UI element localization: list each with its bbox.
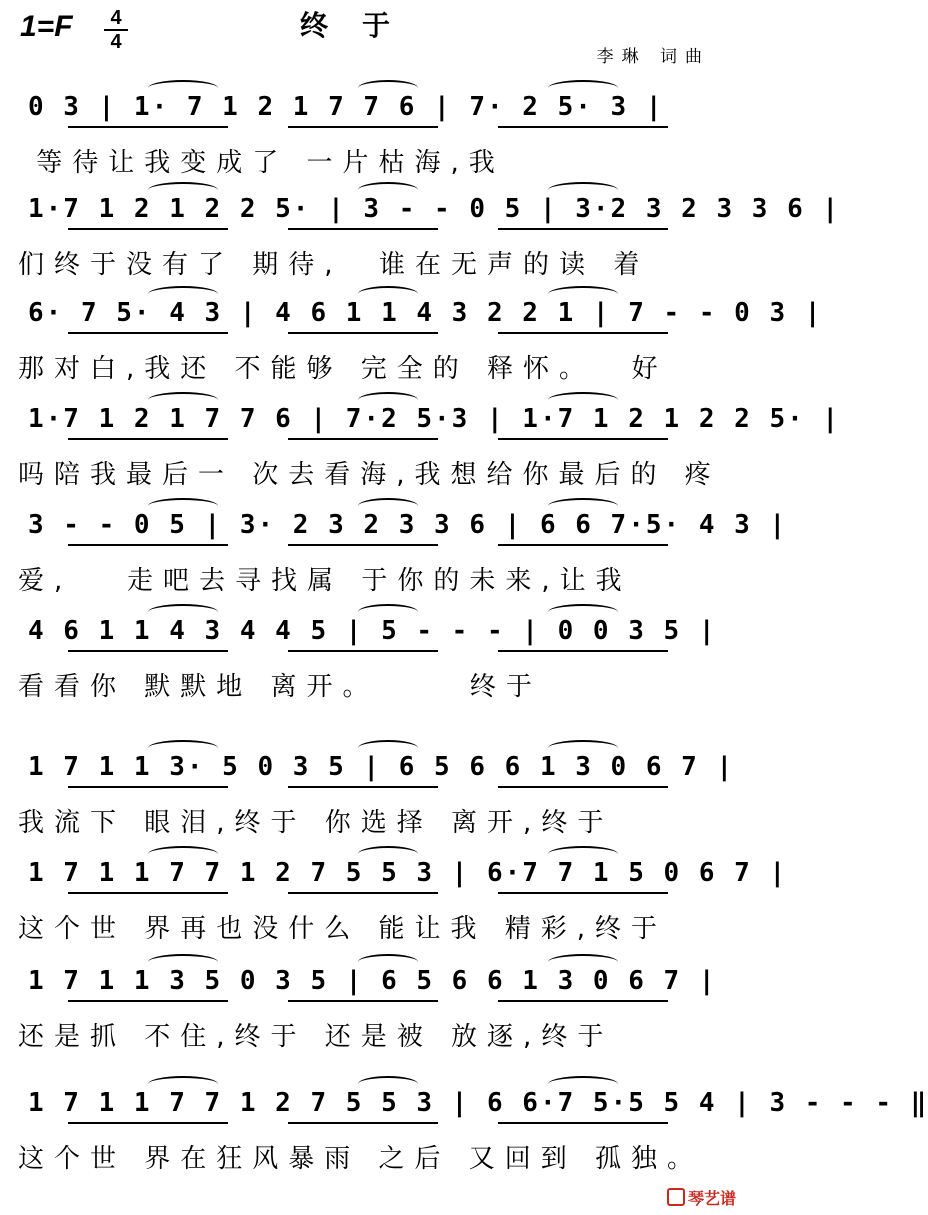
slur-mark	[148, 740, 218, 756]
score-line	[0, 746, 748, 856]
beam-underline	[68, 1000, 228, 1002]
beam-underline	[288, 650, 438, 652]
lyric-line: 这个世 界在狂风暴雨 之后 又回到 孤独。	[18, 1144, 704, 1174]
score-line	[0, 852, 788, 962]
lyric-line: 还是抓 不住,终于 还是被 放逐,终于	[18, 1022, 614, 1052]
slur-mark	[548, 498, 618, 514]
notation-line	[28, 292, 823, 340]
jianpu-notes: 1 7 1 1 7 7 1 2 7 5 5 3 | 6·7 7 1 5 0 6 7 |	[28, 858, 788, 888]
slur-mark	[548, 604, 618, 620]
lyric-line: 那对白,我还 不能够 完全的 释怀。 好	[18, 354, 668, 384]
jianpu-notes: 0 3 | 1· 7 1 2 1 7 7 6 | 7· 2 5· 3 |	[28, 92, 664, 122]
notation-line	[28, 852, 788, 900]
notation-line	[28, 86, 720, 134]
slur-mark	[358, 286, 418, 302]
jianpu-notes: 1 7 1 1 3 5 0 3 5 | 6 5 6 6 1 3 0 6 7 |	[28, 966, 717, 996]
lyric-line: 我流下 眼泪,终于 你选择 离开,终于	[18, 808, 614, 838]
score-line	[0, 504, 788, 614]
lyric-line: 们终于没有了 期待, 谁在无声的读 着	[18, 250, 650, 280]
slur-mark	[358, 954, 418, 970]
slur-mark	[148, 846, 218, 862]
jianpu-notes: 1·7 1 2 1 2 2 5· | 3 - - 0 5 | 3·2 3 2 3 3 6 |	[28, 194, 841, 224]
score-line	[0, 86, 748, 196]
slur-mark	[148, 392, 218, 408]
key-signature: 1=F	[20, 10, 73, 43]
jianpu-notes: 1·7 1 2 1 7 7 6 | 7·2 5·3 | 1·7 1 2 1 2 2 5· |	[28, 404, 841, 434]
slur-mark	[548, 182, 618, 198]
score-line	[0, 1082, 928, 1192]
score-line	[0, 188, 841, 298]
slur-mark	[548, 392, 618, 408]
beam-underline	[498, 332, 668, 334]
beam-underline	[288, 1122, 438, 1124]
slur-mark	[548, 286, 618, 302]
time-signature	[104, 8, 128, 52]
score-line	[0, 398, 841, 508]
slur-mark	[148, 604, 218, 620]
lyric-line: 看看你 默默地 离开。 终于	[18, 672, 542, 702]
slur-mark	[548, 846, 618, 862]
notation-line	[28, 188, 841, 236]
slur-mark	[358, 740, 418, 756]
slur-mark	[548, 740, 618, 756]
slur-mark	[148, 1076, 218, 1092]
slur-mark	[548, 1076, 618, 1092]
slur-mark	[358, 392, 418, 408]
jianpu-notes: 3 - - 0 5 | 3· 2 3 2 3 3 6 | 6 6 7·5· 4 3 |	[28, 510, 788, 540]
slur-mark	[148, 286, 218, 302]
beam-underline	[498, 786, 668, 788]
beam-underline	[498, 438, 668, 440]
slur-mark	[358, 846, 418, 862]
lyric-line: 等待让我变成了 一片枯海,我	[18, 148, 505, 178]
slur-mark	[148, 498, 218, 514]
time-signature-top: 4	[110, 7, 122, 29]
watermark-text: 琴艺谱	[687, 1189, 736, 1208]
score-line	[0, 292, 823, 402]
beam-underline	[68, 1122, 228, 1124]
beam-underline	[288, 786, 438, 788]
slur-mark	[148, 80, 218, 96]
jianpu-notes: 4 6 1 1 4 3 4 4 5 | 5 - - - | 0 0 3 5 |	[28, 616, 717, 646]
notation-line	[28, 398, 841, 446]
beam-underline	[498, 126, 668, 128]
jianpu-notes: 1 7 1 1 7 7 1 2 7 5 5 3 | 6 6·7 5·5 5 4 | 3 - - - ‖	[28, 1088, 928, 1118]
beam-underline	[68, 786, 228, 788]
slur-mark	[358, 80, 418, 96]
beam-underline	[288, 228, 438, 230]
notation-line	[28, 1082, 928, 1130]
slur-mark	[358, 604, 418, 620]
beam-underline	[288, 438, 438, 440]
score-line	[0, 960, 748, 1070]
slur-mark	[358, 1076, 418, 1092]
qinyi-logo-icon	[667, 1188, 685, 1206]
time-signature-bottom: 4	[110, 31, 122, 53]
beam-underline	[498, 228, 668, 230]
notation-line	[28, 960, 720, 1008]
beam-underline	[498, 1122, 668, 1124]
beam-underline	[68, 332, 228, 334]
lyric-line: 爱, 走吧去寻找属 于你的未来,让我	[18, 566, 632, 596]
slur-mark	[358, 182, 418, 198]
beam-underline	[288, 126, 438, 128]
beam-underline	[68, 892, 228, 894]
beam-underline	[288, 544, 438, 546]
slur-mark	[148, 954, 218, 970]
score-line	[0, 610, 748, 720]
beam-underline	[68, 650, 228, 652]
notation-line	[28, 504, 788, 552]
beam-underline	[498, 544, 668, 546]
beam-underline	[68, 544, 228, 546]
slur-mark	[548, 80, 618, 96]
beam-underline	[68, 228, 228, 230]
credit-line: 李琳 词曲	[596, 47, 710, 67]
slur-mark	[358, 498, 418, 514]
lyric-line: 吗陪我最后一 次去看海,我想给你最后的 疼	[18, 460, 721, 490]
beam-underline	[288, 892, 438, 894]
slur-mark	[148, 182, 218, 198]
beam-underline	[288, 332, 438, 334]
watermark-logo	[667, 1186, 736, 1209]
beam-underline	[498, 1000, 668, 1002]
beam-underline	[498, 650, 668, 652]
jianpu-notes: 6· 7 5· 4 3 | 4 6 1 1 4 3 2 2 1 | 7 - - 0 3 |	[28, 298, 823, 328]
beam-underline	[288, 1000, 438, 1002]
beam-underline	[498, 892, 668, 894]
notation-line	[28, 610, 720, 658]
song-title: 终于	[300, 9, 425, 42]
lyric-line: 这个世 界再也没什么 能让我 精彩,终于	[18, 914, 668, 944]
jianpu-notes: 1 7 1 1 3· 5 0 3 5 | 6 5 6 6 1 3 0 6 7 |	[28, 752, 735, 782]
beam-underline	[68, 126, 228, 128]
slur-mark	[548, 954, 618, 970]
notation-line	[28, 746, 735, 794]
beam-underline	[68, 438, 228, 440]
